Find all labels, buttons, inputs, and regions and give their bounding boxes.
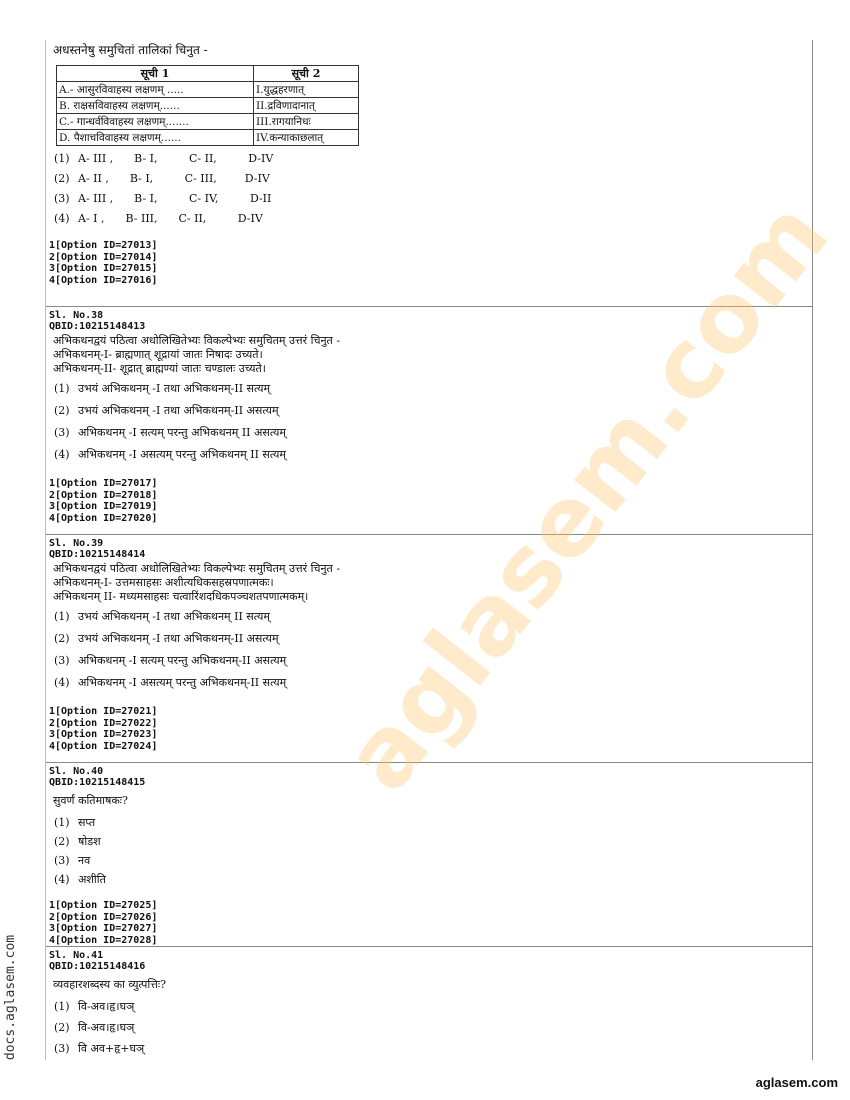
option-number: (2) (54, 172, 70, 185)
option-number: (2) (54, 404, 70, 417)
option-3 (54, 1042, 812, 1063)
option-number: (3) (54, 854, 70, 867)
question-stem-line: अभिकथनम् II- मध्यमसाहसः चत्वारिंशदधिकपञ्चशतपणात्मकम्। (53, 590, 309, 603)
option-number: (2) (54, 632, 70, 645)
option-id: 3[Option ID=27023] (49, 729, 158, 740)
question-stem-line: अभिकथनद्वयं पठित्वा अधोलिखितेभ्यः विकल्पेभ्यः समुचितम् उत्तरं चिनुत - (53, 562, 341, 575)
option-1 (54, 152, 812, 172)
option-text: वि-अव।हृ।घञ् (78, 1021, 135, 1034)
option-4 (54, 212, 812, 232)
table-row (57, 130, 359, 146)
option-id: 1[Option ID=27017] (49, 478, 158, 489)
option-2 (54, 632, 812, 654)
option-2 (54, 172, 812, 192)
option-text: अभिकथनम् -I सत्यम् परन्तु अभिकथनम् II असत्यम् (78, 426, 286, 439)
option-id: 2[Option ID=27018] (49, 489, 158, 501)
option-text: नव (78, 854, 91, 867)
option-number: (1) (54, 382, 70, 395)
serial-number: Sl. No.39 (49, 538, 104, 549)
option-id: 4[Option ID=27020] (49, 512, 158, 524)
table-row (57, 82, 359, 98)
option-number: (4) (54, 676, 70, 689)
option-text: A- I , B- III, C- II, D-IV (78, 212, 263, 225)
option-number: (3) (54, 192, 70, 205)
option-id: 3[Option ID=27015] (49, 263, 158, 274)
table-cell: D. पैशाचविवाहस्य लक्षणम्...... (57, 130, 254, 146)
question-40-section (46, 762, 812, 947)
question-38-section (46, 306, 812, 535)
question-paper-frame (45, 40, 813, 1060)
serial-number: Sl. No.38 (49, 310, 104, 321)
option-number: (4) (54, 873, 70, 886)
option-text: A- III , B- I, C- IV, D-II (78, 192, 272, 205)
option-3 (54, 654, 812, 676)
option-3 (54, 854, 812, 873)
option-number: (1) (54, 1000, 70, 1013)
option-text: अशीति (78, 873, 106, 886)
option-3 (54, 426, 812, 448)
option-text: A- III , B- I, C- II, D-IV (78, 152, 274, 165)
option-id: 4[Option ID=27028] (49, 934, 158, 946)
option-id: 3[Option ID=27019] (49, 501, 158, 512)
option-number: (3) (54, 426, 70, 439)
question-37-section (46, 40, 812, 305)
option-2 (54, 404, 812, 426)
question-stem-line: अभिकथनम्-I- उत्तमसाहसः अशीत्यधिकसहस्रपणात्मकः। (53, 576, 274, 589)
question-stem-line: अभिकथनद्वयं पठित्वा अधोलिखितेभ्यः विकल्पेभ्यः समुचितम् उत्तरं चिनुत - (53, 334, 341, 347)
table-cell: IV.कन्याकाछलात् (254, 130, 359, 146)
table-cell: C.- गान्धर्वविवाहस्य लक्षणम्....... (57, 114, 254, 130)
question-stem-line: अभिकथनम्-II- शूद्रात् ब्राह्मण्यां जातः चण्डालः उच्यते। (53, 362, 266, 375)
option-text: वि-अव।हृ।घञ् (78, 1000, 135, 1013)
option-4 (54, 873, 812, 892)
option-text: उभयं अभिकथनम् -I तथा अभिकथनम्-II असत्यम् (78, 632, 279, 645)
question-stem-line: अभिकथनम्-I- ब्राह्मणात् शूद्रायां जातः निषादः उच्यते। (53, 348, 263, 361)
table-cell: III.रागयानिधः (254, 114, 359, 130)
option-1 (54, 382, 812, 404)
option-id: 1[Option ID=27013] (49, 240, 158, 251)
serial-number: Sl. No.40 (49, 766, 104, 777)
option-4 (54, 676, 812, 698)
option-text: अभिकथनम् -I सत्यम् परन्तु अभिकथनम्-II असत्यम् (78, 654, 287, 667)
option-1 (54, 610, 812, 632)
table-header-list-1: सूची 1 (57, 66, 254, 82)
option-id: 3[Option ID=27027] (49, 923, 158, 934)
option-1 (54, 1000, 812, 1021)
option-id: 1[Option ID=27021] (49, 706, 158, 717)
option-text: उभयं अभिकथनम् -I तथा अभिकथनम्-II असत्यम् (78, 404, 279, 417)
qbid: QBID:10215148413 (49, 321, 146, 332)
option-id: 2[Option ID=27014] (49, 251, 158, 263)
brand-footer: aglasem.com (755, 1075, 838, 1090)
option-1 (54, 816, 812, 835)
question-stem-line: सुवर्णं कतिमाषकः? (53, 794, 128, 807)
watermark: aglasem.com (322, 180, 850, 812)
option-id: 2[Option ID=27022] (49, 717, 158, 729)
option-number: (1) (54, 816, 70, 829)
question-39-section (46, 534, 812, 763)
option-number: (3) (54, 1042, 70, 1055)
option-number: (2) (54, 1021, 70, 1034)
option-2 (54, 1021, 812, 1042)
option-number: (4) (54, 212, 70, 225)
question-stem: अधस्तनेषु समुचितां तालिकां चिनुत - (53, 43, 208, 57)
option-3 (54, 192, 812, 212)
serial-number: Sl. No.41 (49, 950, 104, 961)
question-stem-line: व्यवहारशब्दस्य का व्युत्पत्तिः? (53, 978, 166, 991)
table-header-list-2: सूची 2 (254, 66, 359, 82)
question-41-section (46, 946, 812, 1061)
option-id: 2[Option ID=27026] (49, 911, 158, 923)
option-id: 1[Option ID=27025] (49, 900, 158, 911)
qbid: QBID:10215148415 (49, 777, 146, 788)
option-text: सप्त (78, 816, 96, 829)
option-2 (54, 835, 812, 854)
table-cell: I.युद्धहरणात् (254, 82, 359, 98)
side-url: docs.aglasem.com (3, 934, 19, 1061)
table-cell: II.द्रविणादानात् (254, 98, 359, 114)
option-number: (1) (54, 610, 70, 623)
option-text: षोडश (78, 835, 101, 848)
option-number: (1) (54, 152, 70, 165)
option-id: 4[Option ID=27016] (49, 274, 158, 286)
qbid: QBID:10215148416 (49, 961, 146, 972)
option-text: उभयं अभिकथनम् -I तथा अभिकथनम्-II सत्यम् (78, 382, 271, 395)
option-4 (54, 448, 812, 470)
option-number: (4) (54, 448, 70, 461)
option-number: (2) (54, 835, 70, 848)
option-text: वि अव+हृ+घञ् (78, 1042, 145, 1055)
qbid: QBID:10215148414 (49, 549, 146, 560)
option-text: A- II , B- I, C- III, D-IV (78, 172, 270, 185)
table-cell: B. राक्षसविवाहस्य लक्षणम्...... (57, 98, 254, 114)
table-row (57, 114, 359, 130)
match-table (56, 65, 359, 146)
table-cell: A.- आसुरविवाहस्य लक्षणम् ..... (57, 82, 254, 98)
option-text: अभिकथनम् -I असत्यम् परन्तु अभिकथनम् II सत्यम् (78, 448, 286, 461)
option-text: उभयं अभिकथनम् -I तथा अभिकथनम् II सत्यम् (78, 610, 270, 623)
option-id: 4[Option ID=27024] (49, 740, 158, 752)
option-text: अभिकथनम् -I असत्यम् परन्तु अभिकथनम्-II सत्यम् (78, 676, 287, 689)
table-row (57, 98, 359, 114)
option-number: (3) (54, 654, 70, 667)
